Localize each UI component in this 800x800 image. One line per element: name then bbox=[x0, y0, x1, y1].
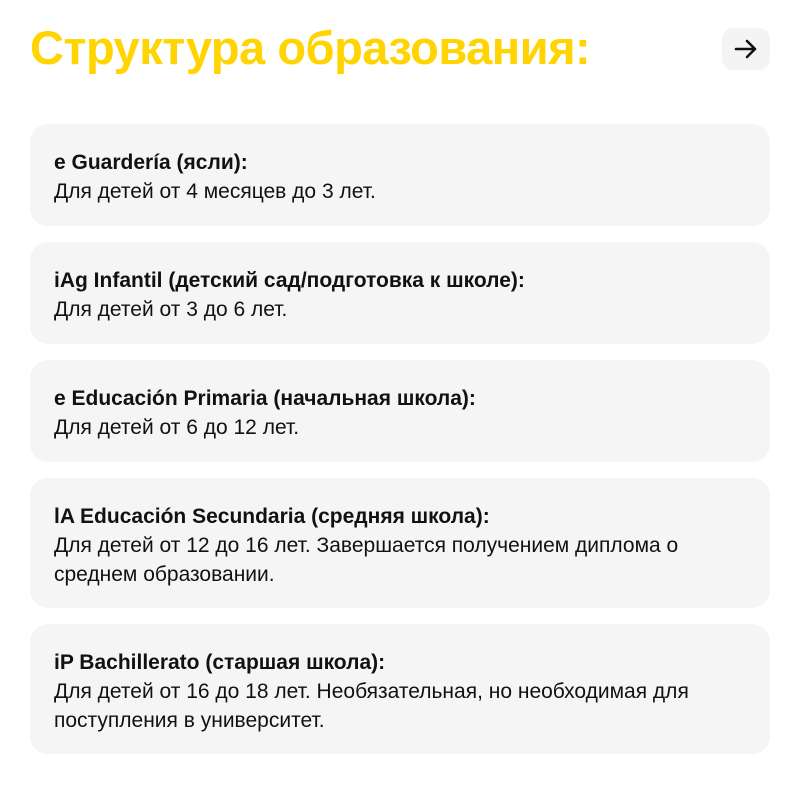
card-primaria bbox=[30, 360, 770, 462]
card-text: Для детей от 4 месяцев до 3 лет. bbox=[54, 180, 376, 203]
page-title: Структура образования: bbox=[30, 21, 591, 74]
card-text: Для детей от 16 до 18 лет. Необязательная, но необходимая для поступления в университет. bbox=[54, 680, 689, 732]
card-title: iP Bachillerato (старшая школа): bbox=[54, 651, 386, 674]
card-text: Для детей от 3 до 6 лет. bbox=[54, 298, 288, 321]
card-bachillerato bbox=[30, 624, 770, 754]
education-structure-list bbox=[30, 124, 770, 754]
card-title: lA Educación Secundaria (средняя школа): bbox=[54, 505, 490, 528]
card-secundaria bbox=[30, 478, 770, 608]
card-title: iAg Infantil (детский сад/подготовка к школе): bbox=[54, 269, 525, 292]
next-button[interactable] bbox=[722, 28, 770, 70]
card-infantil bbox=[30, 242, 770, 344]
card-guarderia bbox=[30, 124, 770, 226]
arrow-right-icon bbox=[734, 39, 758, 59]
card-text: Для детей от 6 до 12 лет. bbox=[54, 416, 300, 439]
card-text: Для детей от 12 до 16 лет. Завершается получением диплома о среднем образовании. bbox=[54, 534, 679, 586]
card-title: e Guardería (ясли): bbox=[54, 151, 248, 174]
card-title: e Educación Primaria (начальная школа): bbox=[54, 387, 476, 410]
